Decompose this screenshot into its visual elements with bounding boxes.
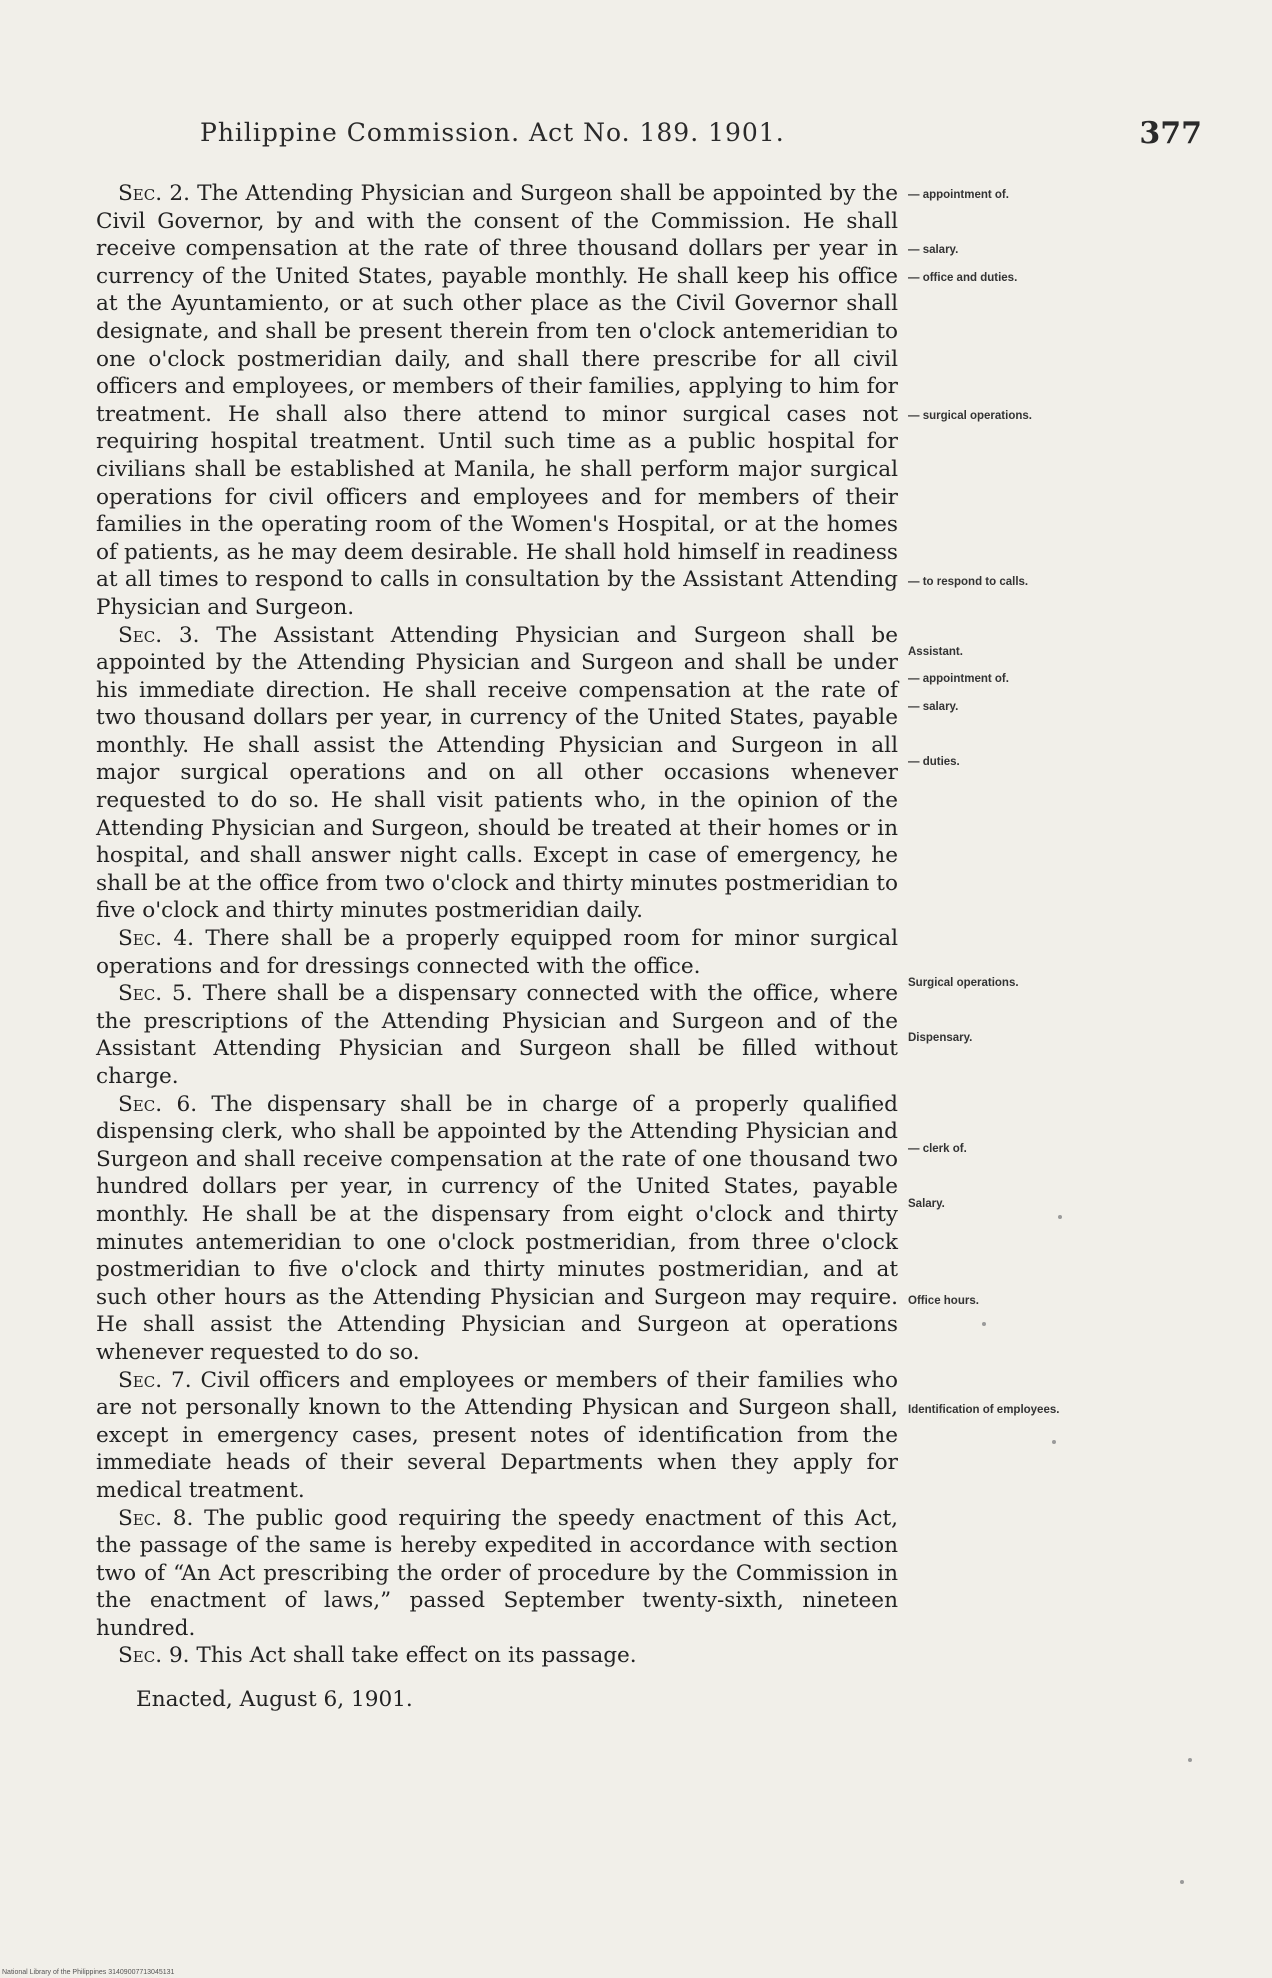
margin-note: — surgical operations. <box>908 410 1032 422</box>
section-text: There shall be a dispensary connected with the office, where the prescriptions of the Attending Physician and Surgeon and of the Assistant Attending Physician and Surgeon shall be filled without charge. <box>96 981 899 1089</box>
section-label: Sec. 5. <box>118 981 193 1007</box>
margin-note: Office hours. <box>908 1295 979 1307</box>
scan-speck <box>1058 1215 1062 1219</box>
scan-speck <box>1052 1440 1056 1444</box>
section-text: There shall be a properly equipped room for minor surgical operations and for dressings connected with the office. <box>96 926 898 979</box>
margin-note: — salary. <box>908 244 959 256</box>
margin-note: Assistant. <box>908 646 963 658</box>
section-label: Sec. 3. <box>118 622 200 648</box>
section-text: The public good requiring the speedy enactment of this Act, the passage of the same is hereby expedited in accordance with section two of “An Act prescribing the order of procedure by the Commission in the enactment of laws,” passed September twenty-sixth, nineteen hundred. <box>96 1505 898 1641</box>
section-3 <box>96 622 898 926</box>
section-label: Sec. 8. <box>118 1505 194 1531</box>
margin-note: — office and duties. <box>908 272 1018 284</box>
margin-note: — to respond to calls. <box>908 576 1029 588</box>
section-text: The Attending Physician and Surgeon shall be appointed by the Civil Governor, by and with the consent of the Commission. He shall receive compensation at the rate of three thousand dollars per year in currency of the United States, payable monthly. He shall keep his office at the Ayuntamiento, or at such other place as the Civil Governor shall designate, and shall be present therein from ten o'clock antemeridian to one o'clock postmeridian daily, and shall there prescribe for all civil officers and employees, or members of their families, applying to him for treatment. He shall also there attend to minor surgical cases not requiring hospital treatment. Until such time as a public hospital for civilians shall be established at Manila, he shall perform major surgical operations for civil officers and employees and for members of their families in the operating room of the Women's Hospital, or at the homes of patients, as he may deem desirable. He shall hold himself in readiness at all times to respond to calls in consultation by the Assistant Attending Physician and Surgeon. <box>96 181 898 620</box>
scan-speck <box>1180 1880 1184 1884</box>
margin-note: Surgical operations. <box>908 977 1019 989</box>
section-7 <box>96 1367 898 1505</box>
section-8 <box>96 1505 898 1643</box>
section-text: The dispensary shall be in charge of a properly qualified dispensing clerk, who shall be appointed by the Attending Physician and Surgeon and shall receive compensation at the rate of one thousand two hundred dollars per year, in currency of the United States, payable monthly. He shall be at the dispensary from eight o'clock and thirty minutes antemeridian to one o'clock postmeridian, from three o'clock postmeridian to five o'clock and thirty minutes postmeridian, and at such other hours as the Attending Physician and Surgeon may require. He shall assist the Attending Physician and Surgeon at operations whenever requested to do so. <box>96 1091 898 1365</box>
section-text: This Act shall take effect on its passage. <box>189 1643 637 1669</box>
section-text: Civil officers and employees or members of their families who are not personally known to the Attending Physican and Surgeon shall, except in emergency cases, present notes of identification from the immediate heads of their several Departments when they apply for medical treatment. <box>96 1367 898 1503</box>
act-body <box>96 180 898 1714</box>
margin-note: — clerk of. <box>908 1143 967 1155</box>
section-9 <box>96 1642 898 1670</box>
margin-note: Salary. <box>908 1198 945 1210</box>
section-5 <box>96 980 898 1090</box>
margin-note: — appointment of. <box>908 673 1009 685</box>
scan-speck <box>982 1322 986 1326</box>
section-label: Sec. 9. <box>118 1643 190 1669</box>
margin-note: — salary. <box>908 701 959 713</box>
enacted-date: Enacted, August 6, 1901. <box>136 1687 413 1713</box>
section-label: Sec. 2. <box>118 181 190 206</box>
section-2 <box>96 180 898 622</box>
margin-note: — duties. <box>908 756 960 768</box>
running-header: Philippine Commission. Act No. 189. 1901. <box>200 118 785 147</box>
section-label: Sec. 7. <box>118 1367 192 1393</box>
margin-note: — appointment of. <box>908 189 1009 201</box>
scan-speck <box>1188 1758 1192 1762</box>
margin-note: Dispensary. <box>908 1032 973 1044</box>
section-6 <box>96 1091 898 1367</box>
page-number: 377 <box>1139 116 1202 151</box>
margin-note: Identification of employees. <box>908 1404 1060 1416</box>
section-label: Sec. 4. <box>118 926 195 952</box>
section-label: Sec. 6. <box>118 1091 198 1117</box>
section-4 <box>96 925 898 980</box>
scan-footer: National Library of the Philippines 31409007713045131 <box>2 1969 175 1976</box>
section-text: The Assistant Attending Physician and Surgeon shall be appointed by the Attending Physician and Surgeon and shall be under his immediate direction. He shall receive compensation at the rate of two thousand dollars per year, in currency of the United States, payable monthly. He shall assist the Attending Physician and Surgeon in all major surgical operations and on all other occasions whenever requested to do so. He shall visit patients who, in the opinion of the Attending Physician and Surgeon, should be treated at their homes or in hospital, and shall answer night calls. Except in case of emergency, he shall be at the office from two o'clock and thirty minutes postmeridian to five o'clock and thirty minutes postmeridian daily. <box>96 622 898 924</box>
